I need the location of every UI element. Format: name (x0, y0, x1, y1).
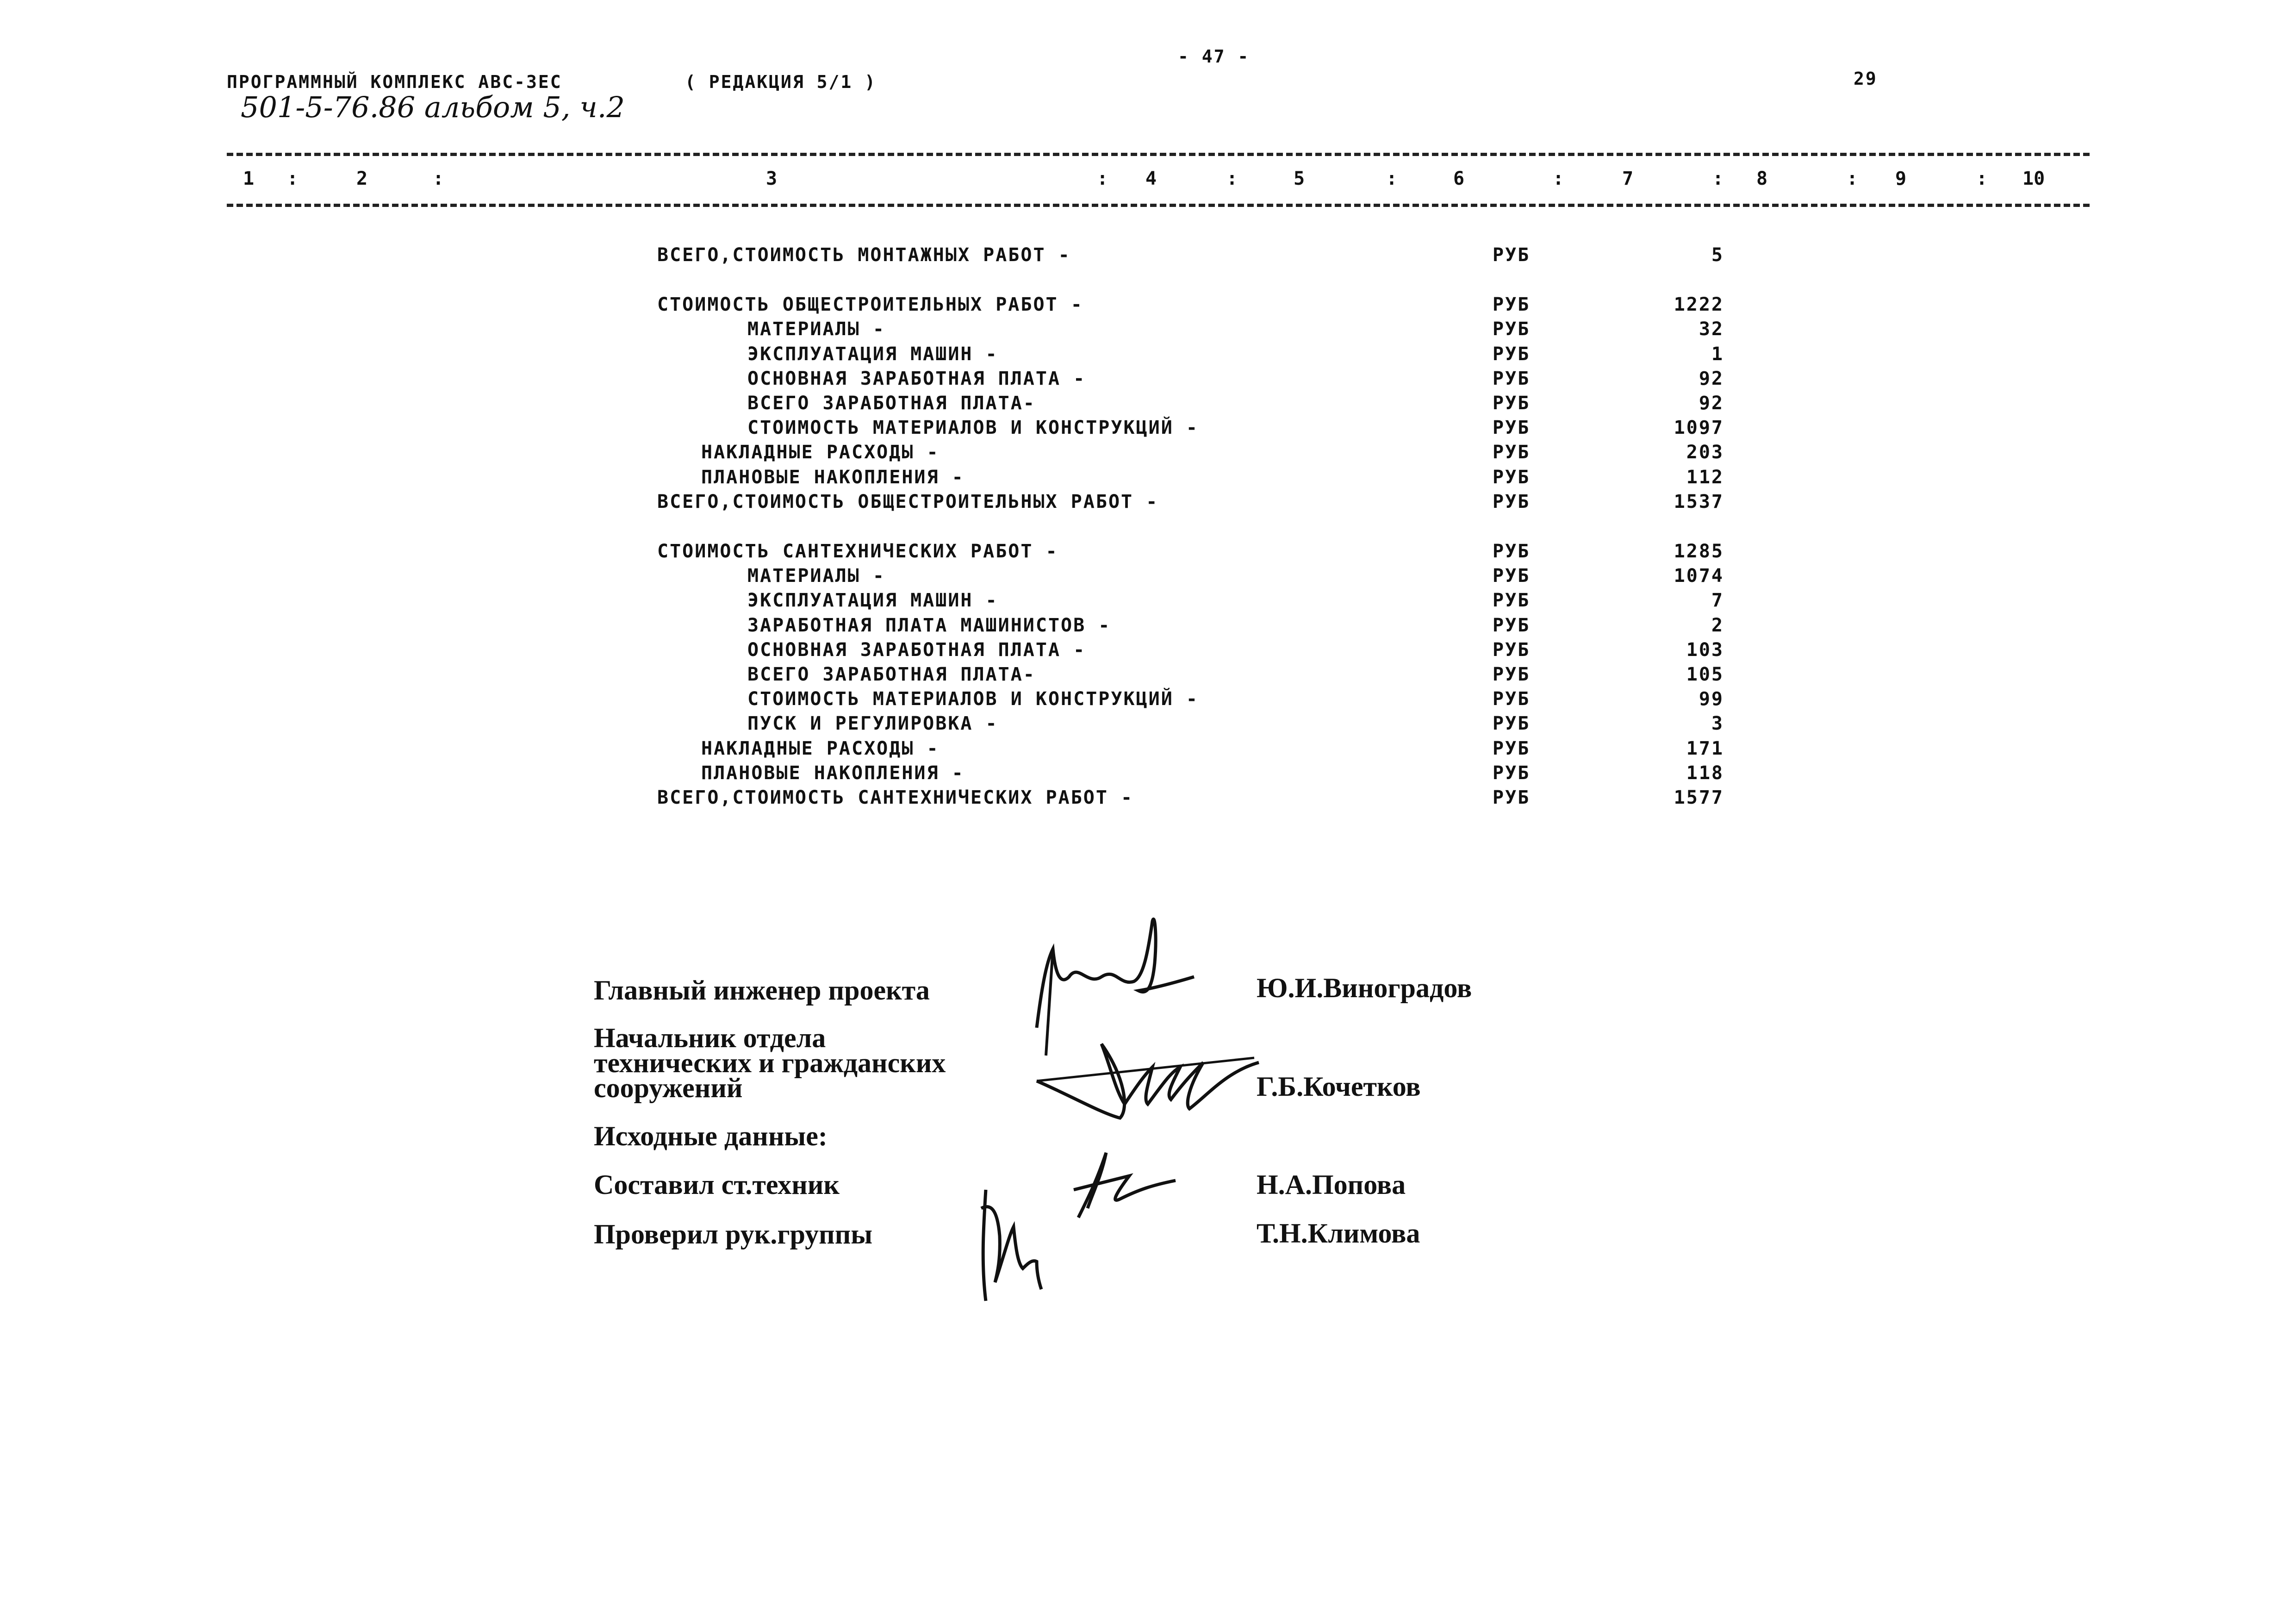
chief-engineer-label: Главный инженер проекта (594, 975, 930, 1006)
row-unit: РУБ (1493, 738, 1531, 759)
row-unit: РУБ (1493, 787, 1531, 808)
row-label: ЭКСПЛУАТАЦИЯ МАШИН - (747, 344, 998, 365)
cost-table (657, 0, 1724, 1624)
row-label: СТОИМОСТЬ ОБЩЕСТРОИТЕЛЬНЫХ РАБОТ - (657, 294, 1083, 315)
row-value: 118 (1686, 762, 1724, 784)
column-separator: : (1553, 168, 1564, 189)
table-row (657, 565, 1724, 590)
column-header-3: 3 (766, 168, 778, 189)
row-value: 1074 (1674, 565, 1724, 587)
row-unit: РУБ (1493, 664, 1531, 685)
column-header-9: 9 (1895, 168, 1907, 189)
column-separator: : (1386, 168, 1398, 189)
table-row (657, 294, 1724, 319)
row-unit: РУБ (1493, 393, 1531, 414)
row-value: 2 (1711, 615, 1724, 636)
row-value: 112 (1686, 467, 1724, 488)
row-label: ВСЕГО,СТОИМОСТЬ САНТЕХНИЧЕСКИХ РАБОТ - (657, 787, 1134, 808)
table-row (657, 688, 1724, 713)
row-unit: РУБ (1493, 590, 1531, 611)
table-row (657, 393, 1724, 417)
row-label: ВСЕГО,СТОИМОСТЬ МОНТАЖНЫХ РАБОТ - (657, 244, 1071, 266)
row-label: СТОИМОСТЬ САНТЕХНИЧЕСКИХ РАБОТ - (657, 541, 1058, 562)
row-unit: РУБ (1493, 244, 1531, 266)
table-row (657, 738, 1724, 762)
row-value: 32 (1699, 319, 1724, 340)
row-value: 3 (1711, 713, 1724, 734)
row-unit: РУБ (1493, 368, 1531, 389)
row-label: ЭКСПЛУАТАЦИЯ МАШИН - (747, 590, 998, 611)
column-header-2: 2 (356, 168, 368, 189)
compiled-by-label: Составил ст.техник (594, 1169, 840, 1200)
row-value: 171 (1686, 738, 1724, 759)
table-row (657, 639, 1724, 664)
row-label: ПЛАНОВЫЕ НАКОПЛЕНИЯ - (701, 467, 964, 488)
row-value: 1 (1711, 344, 1724, 365)
column-header-6: 6 (1453, 168, 1465, 189)
row-unit: РУБ (1493, 762, 1531, 784)
row-label: МАТЕРИАЛЫ - (747, 565, 885, 587)
table-row (657, 762, 1724, 787)
row-label: ВСЕГО ЗАРАБОТНАЯ ПЛАТА- (747, 664, 1036, 685)
table-row (657, 467, 1724, 491)
row-value: 1097 (1674, 417, 1724, 438)
row-value: 7 (1711, 590, 1724, 611)
row-unit: РУБ (1493, 565, 1531, 587)
column-header-4: 4 (1145, 168, 1157, 189)
row-label: НАКЛАДНЫЕ РАСХОДЫ - (701, 442, 940, 463)
column-separator: : (287, 168, 299, 189)
row-label: СТОИМОСТЬ МАТЕРИАЛОВ И КОНСТРУКЦИЙ - (747, 417, 1199, 438)
row-value: 5 (1711, 244, 1724, 266)
row-value: 203 (1686, 442, 1724, 463)
column-separator: : (1712, 168, 1724, 189)
row-unit: РУБ (1493, 417, 1531, 438)
column-separator: : (1976, 168, 1988, 189)
checked-by-name: Т.Н.Климова (1257, 1218, 1420, 1249)
row-unit: РУБ (1493, 491, 1531, 512)
edition-label: ( РЕДАКЦИЯ 5/1 ) (685, 72, 877, 92)
center-page-number: - 47 - (1178, 46, 1250, 67)
column-header-7: 7 (1622, 168, 1634, 189)
row-label: ВСЕГО ЗАРАБОТНАЯ ПЛАТА- (747, 393, 1036, 414)
row-label: ОСНОВНАЯ ЗАРАБОТНАЯ ПЛАТА - (747, 639, 1086, 661)
column-separator: : (433, 168, 444, 189)
row-value: 1537 (1674, 491, 1724, 512)
row-unit: РУБ (1493, 319, 1531, 340)
row-value: 92 (1699, 368, 1724, 389)
row-label: ВСЕГО,СТОИМОСТЬ ОБЩЕСТРОИТЕЛЬНЫХ РАБОТ - (657, 491, 1159, 512)
chief-engineer-name: Ю.И.Виноградов (1257, 973, 1472, 1003)
row-value: 1222 (1674, 294, 1724, 315)
row-value: 103 (1686, 639, 1724, 661)
row-unit: РУБ (1493, 344, 1531, 365)
row-unit: РУБ (1493, 639, 1531, 661)
table-row (657, 491, 1724, 516)
dept-head-label-1: Начальник отдела (594, 1023, 826, 1053)
table-row (657, 368, 1724, 393)
row-label: ЗАРАБОТНАЯ ПЛАТА МАШИНИСТОВ - (747, 615, 1111, 636)
program-title: ПРОГРАММНЫЙ КОМПЛЕКС АВС-ЗЕС (227, 72, 562, 92)
row-value: 105 (1686, 664, 1724, 685)
row-label: ОСНОВНАЯ ЗАРАБОТНАЯ ПЛАТА - (747, 368, 1086, 389)
column-header-8: 8 (1756, 168, 1768, 189)
dept-head-label-2: технических и гражданских (594, 1048, 946, 1078)
table-row (657, 615, 1724, 639)
row-unit: РУБ (1493, 688, 1531, 710)
checked-by-label: Проверил рук.группы (594, 1219, 873, 1249)
row-label: СТОИМОСТЬ МАТЕРИАЛОВ И КОНСТРУКЦИЙ - (747, 688, 1199, 710)
column-separator: : (1847, 168, 1858, 189)
signature-compiled-by (1060, 1143, 1180, 1222)
page-number: 29 (1854, 69, 1878, 89)
row-value: 1577 (1674, 787, 1724, 808)
row-unit: РУБ (1493, 294, 1531, 315)
row-label: ПУСК И РЕГУЛИРОВКА - (747, 713, 998, 734)
table-row (657, 787, 1724, 812)
column-header-10: 10 (2022, 168, 2045, 189)
table-row (657, 541, 1724, 565)
table-row (657, 664, 1724, 688)
dept-head-name: Г.Б.Кочетков (1257, 1071, 1421, 1102)
signature-checked-by (972, 1181, 1046, 1305)
row-unit: РУБ (1493, 467, 1531, 488)
column-separator: : (1097, 168, 1108, 189)
column-header-5: 5 (1294, 168, 1305, 189)
row-label: НАКЛАДНЫЕ РАСХОДЫ - (701, 738, 940, 759)
column-separator: : (1226, 168, 1238, 189)
row-value: 92 (1699, 393, 1724, 414)
row-value: 99 (1699, 688, 1724, 710)
table-row (657, 344, 1724, 368)
row-unit: РУБ (1493, 541, 1531, 562)
row-unit: РУБ (1493, 442, 1531, 463)
compiled-by-name: Н.А.Попова (1257, 1169, 1406, 1200)
table-row (657, 590, 1724, 614)
table-row (657, 442, 1724, 466)
table-row (657, 244, 1724, 269)
table-row (657, 319, 1724, 343)
row-label: ПЛАНОВЫЕ НАКОПЛЕНИЯ - (701, 762, 964, 784)
row-value: 1285 (1674, 541, 1724, 562)
handwritten-album-note: 501-5-76.86 альбом 5, ч.2 (241, 90, 625, 124)
row-unit: РУБ (1493, 615, 1531, 636)
dept-head-label-3: сооружений (594, 1073, 743, 1103)
table-row (657, 417, 1724, 442)
table-row (657, 713, 1724, 737)
signature-dept-head (1032, 1025, 1263, 1132)
row-unit: РУБ (1493, 713, 1531, 734)
source-data-label: Исходные данные: (594, 1121, 828, 1151)
column-header-1: 1 (243, 168, 255, 189)
row-label: МАТЕРИАЛЫ - (747, 319, 885, 340)
